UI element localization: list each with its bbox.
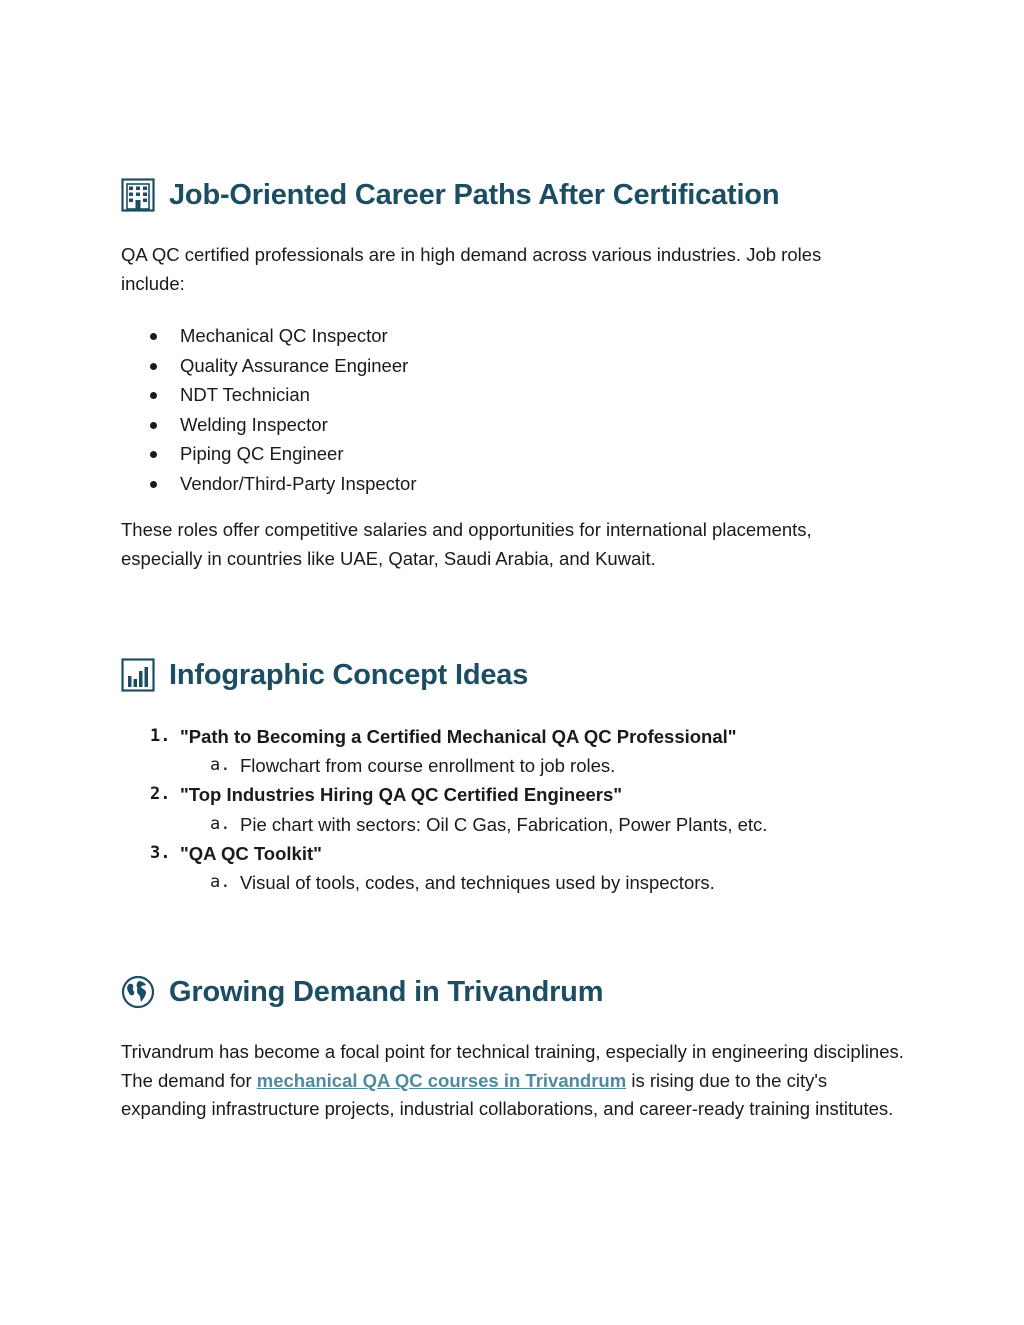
list-item: Quality Assurance Engineer (121, 351, 921, 381)
job-roles-list (121, 321, 921, 499)
list-item: a. Pie chart with sectors: Oil C Gas, Fabrication, Power Plants, etc. (210, 813, 768, 835)
bullet-icon (150, 333, 157, 340)
list-item: 1. "Path to Becoming a Certified Mechanical QA QC Professional" (150, 726, 737, 747)
bullet-icon (150, 451, 157, 458)
heading-text: Job-Oriented Career Paths After Certification (169, 178, 780, 211)
list-item: a. Flowchart from course enrollment to job roles. (210, 755, 616, 777)
list-item: NDT Technician (121, 380, 921, 410)
bullet-icon (150, 392, 157, 399)
heading-text: Growing Demand in Trivandrum (169, 975, 604, 1008)
section-heading (121, 175, 921, 215)
office-building-icon (121, 178, 155, 212)
bullet-icon (150, 363, 157, 370)
list-item: 3. "QA QC Toolkit" (150, 842, 322, 864)
bullet-icon (150, 481, 157, 488)
list-item: a. Visual of tools, codes, and techniques used by inspectors. (210, 871, 715, 893)
career-intro-paragraph: QA QC certified professionals are in high demand across various industries. Job roles include: (121, 244, 822, 294)
list-item: Piping QC Engineer (121, 439, 921, 469)
list-item: 2. "Top Industries Hiring QA QC Certified Engineers" (150, 784, 623, 806)
section-infographic-ideas (121, 655, 921, 695)
bar-chart-icon (121, 658, 155, 692)
section-heading (121, 655, 921, 695)
career-outro-paragraph: These roles offer competitive salaries and opportunities for international placements, especially in countries like UAE, Qatar, Saudi Arabia, and Kuwait. (121, 519, 812, 569)
infographic-ideas-list (121, 722, 921, 897)
heading-text: Infographic Concept Ideas (169, 658, 529, 691)
list-item: Vendor/Third-Party Inspector (121, 469, 921, 499)
list-item: Welding Inspector (121, 410, 921, 440)
courses-link[interactable]: mechanical QA QC courses in Trivandrum (256, 1069, 627, 1091)
list-item: Mechanical QC Inspector (121, 321, 921, 351)
bullet-icon (150, 422, 157, 429)
section-heading (121, 972, 921, 1012)
trivandrum-paragraph: Trivandrum has become a focal point for technical training, especially in engineering disciplines. The demand for mechanical QA QC courses in Trivandrum is rising due to the city's expanding infrastructure projects, industrial collaborations, and career-ready training institutes. (121, 1041, 904, 1119)
section-career-paths (121, 175, 921, 215)
section-trivandrum-demand (121, 972, 921, 1012)
globe-icon (121, 975, 155, 1009)
